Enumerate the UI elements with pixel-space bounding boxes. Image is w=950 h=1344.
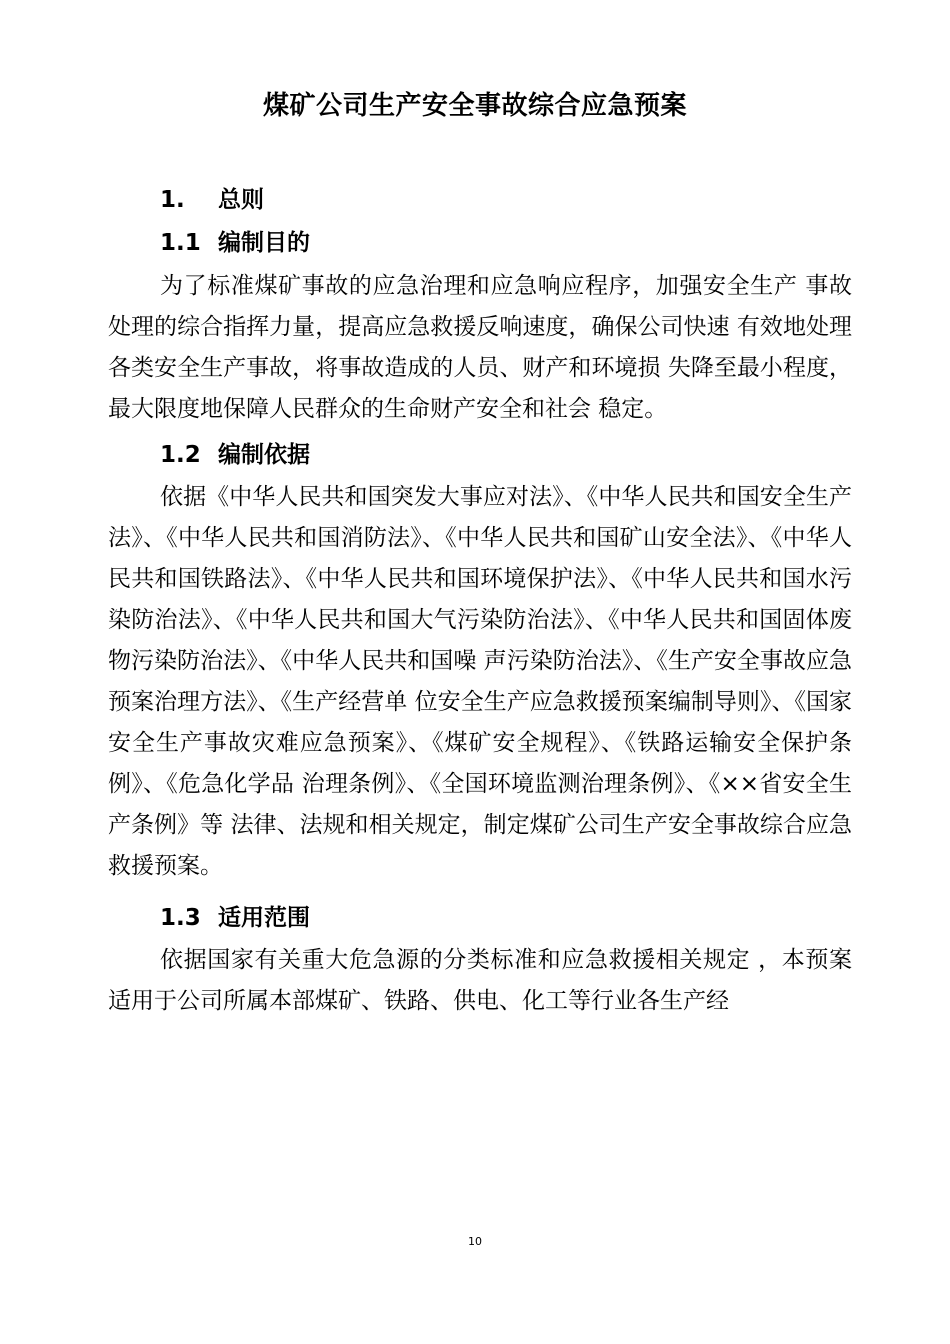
section-number: 1.1: [160, 230, 201, 256]
section-heading-general: [160, 185, 264, 215]
document-title: 煤矿公司生产安全事故综合应急预案: [262, 91, 687, 121]
section-title: 适用范围: [218, 905, 310, 931]
section-heading-purpose: [160, 228, 310, 258]
section-title: 编制目的: [218, 230, 310, 256]
paragraph-purpose: 为了标准煤矿事故的应急治理和应急响应程序，加强安全生产 事故处理的综合指挥力量，提高应急救援反响速度，确保公司快速 有效地处理各类安全生产事故，将事故造成的人员、财产和环境损 失降至最小程度，最大限度地保障人民群众的生命财产安全和社会 稳定。: [108, 273, 852, 422]
section-title: 编制依据: [218, 442, 310, 468]
page-number: 10: [468, 1235, 482, 1248]
section-heading-scope: [160, 903, 310, 933]
section-number: 1.2: [160, 442, 201, 468]
section-heading-basis: [160, 440, 310, 470]
paragraph-basis: 依据《中华人民共和国突发大事应对法》、《中华人民共和国安全生产法》、《中华人民共和国消防法》、《中华人民共和国矿山安全法》、《中华人民共和国铁路法》、《中华人民共和国环境保护法》、《中华人民共和国水污染防治法》、《中华人民共和国大气污染防治法》、《中华人民共和国固体废物污染防治法》、《中华人民共和国噪 声污染防治法》、《生产安全事故应急预案治理方法》、《生产经营单 位安全生产应急救援预案编制导则》、《国家安全生产事故灾难应急预案》、《煤矿安全规程》、《铁路运输安全保护条例》、《危急化学品 治理条例》、《全国环境监测治理条例》、《××省安全生产条例》等 法律、法规和相关规定，制定煤矿公司生产安全事故综合应急救援预案。: [108, 484, 852, 879]
section-number: 1.3: [160, 905, 201, 931]
paragraph-scope: 依据国家有关重大危急源的分类标准和应急救援相关规定 ，本预案适用于公司所属本部煤矿、铁路、供电、化工等行业各生产经: [108, 947, 852, 1014]
section-title: 总则: [218, 187, 264, 213]
section-number: 1.: [160, 187, 185, 213]
